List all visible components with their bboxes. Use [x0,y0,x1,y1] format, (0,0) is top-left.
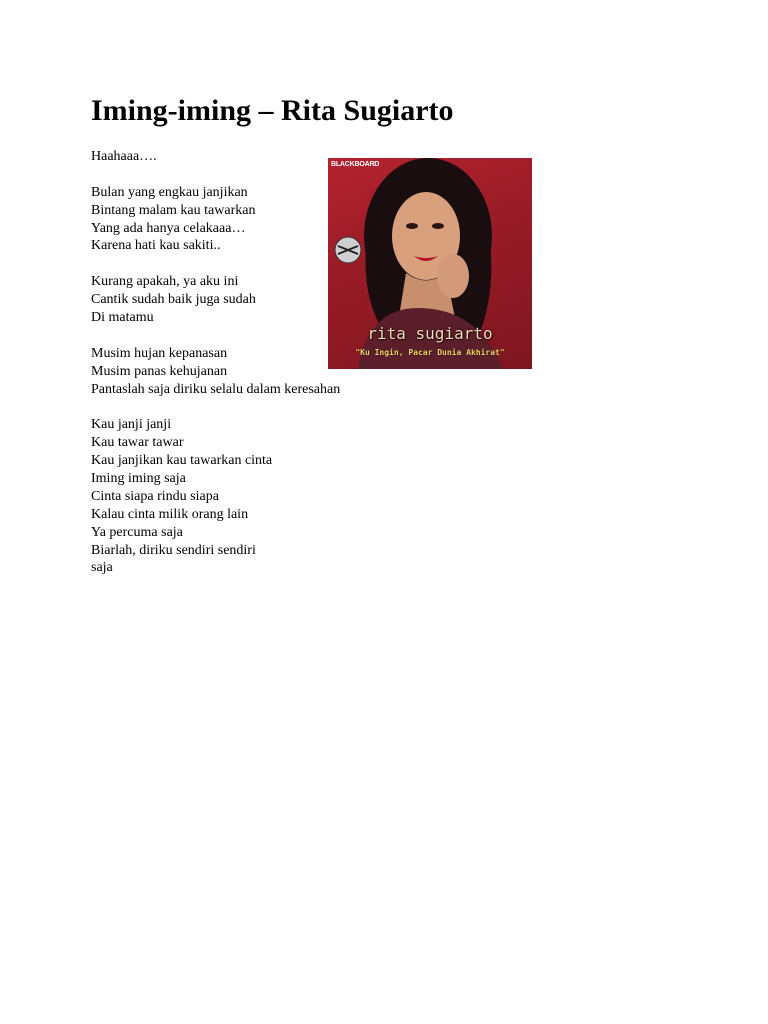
cover-album-title: "Ku Ingin, Pacar Dunia Akhirat" [355,348,505,357]
stanza-gap [91,166,340,184]
lyric-line: Cantik sudah baik juga sudah [91,292,256,308]
album-cover-image [328,158,532,369]
lyric-line: Iming iming saja [91,471,186,487]
lyrics-body [91,148,340,577]
lyric-line: Musim hujan kepanasan [91,345,228,361]
lyric-line: Di matamu [91,310,154,326]
lyric-line: Kau tawar tawar [91,435,184,451]
lyric-line: Kau janjikan kau tawarkan cinta [91,453,273,469]
lyric-line: saja [91,560,113,576]
record-label-logo: BLACKBOARD [331,161,380,168]
stanza-gap [91,327,340,345]
cover-artist-name: rita sugiarto [367,324,493,343]
lyric-line: Cinta siapa rindu siapa [91,488,219,504]
stanza-gap [91,255,340,273]
lyric-line: Bulan yang engkau janjikan [91,184,248,200]
lyric-line: Pantaslah saja diriku selalu dalam keresahan [91,381,341,397]
lyric-line: Biarlah, diriku sendiri sendiri [91,542,256,558]
lyric-line: Kalau cinta milik orang lain [91,506,249,522]
lyric-line: Yang ada hanya celakaaa… [91,220,246,236]
lyric-line: Kurang apakah, ya aku ini [91,274,239,290]
lyric-line: Bintang malam kau tawarkan [91,202,256,218]
lyric-line: Kau janji janji [91,417,172,433]
lyric-line: Musim panas kehujanan [91,363,228,379]
lyric-line: Haahaaa…. [91,149,157,164]
lyric-line: Karena hati kau sakiti.. [91,238,221,254]
lyric-line: Ya percuma saja [91,524,183,540]
stanza-gap [91,398,340,416]
page-title: Iming-iming – Rita Sugiarto [91,94,454,127]
